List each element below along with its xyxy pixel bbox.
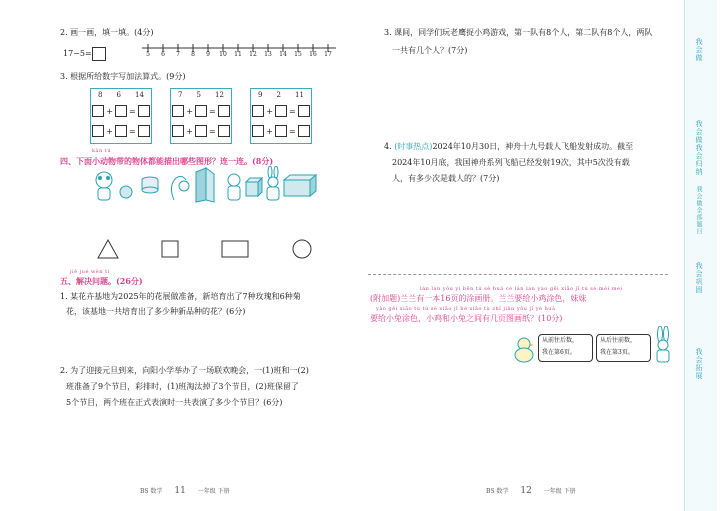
ruler-label: 8	[191, 51, 195, 58]
q3-answer-box[interactable]	[218, 105, 230, 117]
chick-bubble-l1: 从前往后数，	[542, 337, 579, 344]
square-shape[interactable]	[162, 241, 178, 257]
r-q4-text1: 2024年10月30日，神舟十九号载人飞船发射成功。截至	[432, 142, 634, 151]
chick-icon	[512, 334, 536, 364]
q3-answer-box[interactable]	[195, 125, 207, 137]
q3-number: 2	[276, 91, 281, 99]
q2-equation	[63, 47, 106, 61]
q3-answer-box[interactable]	[298, 125, 310, 137]
q3-card	[170, 88, 232, 144]
s5-q1-line2: 花，该基地一共培育出了多少种新品种的花？(6分)	[66, 307, 246, 316]
s5-q2-line2: 班准备了9个节目，彩排时，(1)班淘汰掉了3个节目，(2)班保留了	[66, 382, 299, 391]
q3-answer-box[interactable]	[138, 125, 150, 137]
left-footer-grade: 一年级 下册	[197, 488, 230, 495]
q3-number: 14	[135, 91, 144, 99]
r-q4-line3: 人，有多少次是载人的？(7分)	[392, 174, 500, 183]
s5-q2-line1: 2. 为了迎接元旦到来，向阳小学举办了一场联欢晚会，一(1)班和一(2)	[60, 366, 309, 375]
bonus-line2: 要给小兔涂色，小鸡和小兔之间有几页图画纸？(10分)	[370, 314, 563, 323]
equals-sign: =	[209, 106, 216, 116]
plus-sign: +	[186, 106, 193, 116]
bonus-line1-text: (附加题)兰兰有一本16页的涂画册。兰兰要给小鸡涂色，妹妹	[370, 294, 587, 303]
right-footer-page: 12	[520, 486, 532, 496]
divider-dashed	[368, 274, 668, 275]
shapes-row	[92, 238, 322, 262]
r-q4-line1: 4. (时事热点)2024年10月30日，神舟十九号载人飞船发射成功。截至	[384, 142, 634, 151]
q3-answer-box[interactable]	[218, 125, 230, 137]
q3-number: 7	[178, 91, 183, 99]
rabbit-with-box[interactable]	[267, 166, 316, 200]
ruler-label: 5	[146, 51, 150, 58]
q3-answer-box[interactable]	[195, 105, 207, 117]
q3-answer-box[interactable]	[252, 125, 264, 137]
squirrel-with-prism[interactable]	[171, 168, 214, 202]
monkey-with-cube[interactable]	[228, 174, 262, 200]
r-q3-line2: 一共有几个人？(7分)	[392, 46, 468, 55]
chick-bubble	[538, 334, 593, 362]
left-footer-subject: BS 数学	[140, 488, 163, 495]
side-label-2: 我会做我会归纳	[695, 120, 703, 176]
chick-bubble-l2: 我在第6页。	[542, 349, 576, 356]
q3-answer-box[interactable]	[92, 125, 104, 137]
right-sidebar	[684, 0, 717, 511]
ruler-label: 16	[309, 51, 317, 58]
panda-with-ball[interactable]	[96, 172, 132, 200]
plus-sign: +	[186, 126, 193, 136]
q3-answer-box[interactable]	[92, 105, 104, 117]
ruler-label: 17	[324, 51, 332, 58]
ruler-labels	[140, 51, 340, 61]
plus-sign: +	[106, 106, 113, 116]
q2-equation-text: 17−5=	[63, 49, 92, 58]
q3-answer-box[interactable]	[115, 125, 127, 137]
ruler-label: 11	[234, 51, 242, 58]
cylinder-object[interactable]	[142, 177, 158, 193]
ruler-label: 9	[206, 51, 210, 58]
q3-answer-box[interactable]	[115, 105, 127, 117]
q3-number: 11	[295, 91, 304, 99]
q3-title: 3. 根据所给数字写加法算式。(9分)	[60, 72, 186, 81]
rabbit-bubble	[596, 334, 651, 362]
q2-answer-box[interactable]	[92, 47, 106, 61]
r-q4-tag: (时事热点)	[394, 142, 433, 151]
s5-title: 五、解决问题。(26分)	[60, 276, 143, 286]
q3-answer-box[interactable]	[252, 105, 264, 117]
right-footer-grade: 一年级 下册	[543, 488, 576, 495]
equals-sign: =	[289, 126, 296, 136]
q3-card	[90, 88, 152, 144]
rabbit-icon	[651, 326, 675, 364]
s5-q2-line3: 5个节目，两个班在正式表演时一共表演了多少个节目？(6分)	[66, 398, 283, 407]
s5-pinyin: jiě jué wèn tí	[70, 269, 110, 275]
equals-sign: =	[129, 106, 136, 116]
q3-number: 12	[215, 91, 224, 99]
s4-title: 四、下面小动物带的物体都能描出哪些图形？连一连。(8分)	[60, 156, 274, 166]
ruler-label: 15	[294, 51, 302, 58]
q3-number: 6	[116, 91, 121, 99]
right-footer	[486, 486, 576, 496]
plus-sign: +	[266, 106, 273, 116]
q3-answer-box[interactable]	[172, 125, 184, 137]
ruler-label: 12	[249, 51, 257, 58]
side-label-3: 我会做全部题目	[695, 186, 702, 235]
q3-number: 9	[258, 91, 263, 99]
equals-sign: =	[289, 106, 296, 116]
ruler-label: 10	[219, 51, 227, 58]
rectangle-shape[interactable]	[222, 241, 248, 257]
ruler-label: 14	[279, 51, 287, 58]
side-label-4: 我会巩固	[695, 262, 703, 294]
animals-row	[92, 166, 322, 206]
q3-number: 8	[98, 91, 103, 99]
left-footer-page: 11	[174, 486, 186, 496]
rabbit-bubble-l1: 从后往前数，	[600, 337, 637, 344]
equals-sign: =	[129, 126, 136, 136]
r-q3-line1: 3. 课间，同学们玩老鹰捉小鸡游戏，第一队有8个人，第二队有8个人，两队	[384, 28, 653, 37]
q3-card	[250, 88, 312, 144]
q3-answer-box[interactable]	[172, 105, 184, 117]
equals-sign: =	[209, 126, 216, 136]
circle-shape[interactable]	[293, 240, 311, 258]
ruler-label: 7	[176, 51, 180, 58]
bonus-pinyin-2: yào gěi xiǎo tù tú sè xiǎo jī hé xiǎo tù zhī jiān yǒu jǐ yè huà	[376, 306, 556, 312]
rabbit-bubble-l2: 我在第3页。	[600, 349, 634, 356]
bonus-line1	[370, 292, 586, 306]
q3-answer-box[interactable]	[275, 105, 287, 117]
side-label-1: 我会做	[695, 38, 703, 62]
q3-number: 5	[196, 91, 201, 99]
q3-answer-box[interactable]	[275, 125, 287, 137]
triangle-shape[interactable]	[98, 240, 118, 258]
q3-answer-box[interactable]	[138, 105, 150, 117]
plus-sign: +	[266, 126, 273, 136]
right-footer-subject: BS 数学	[486, 488, 509, 495]
ruler-label: 6	[161, 51, 165, 58]
ruler-label: 13	[264, 51, 272, 58]
r-q4-line2: 2024年10月底，我国神舟系列飞船已经发射19次，其中5次没有载	[392, 158, 630, 167]
q3-cards	[90, 88, 330, 144]
left-footer	[140, 486, 230, 496]
s5-q1-line1: 1. 某花卉基地为2025年的花展做准备，新培育出了7种玫瑰和6种菊	[60, 292, 301, 301]
side-label-5: 我会拓展	[695, 348, 703, 380]
q3-answer-box[interactable]	[298, 105, 310, 117]
q2-title: 2. 画一画，填一填。(4分)	[60, 28, 154, 37]
bonus-pinyin-1: lán lan yǒu yì běn tú sè huà cè lán lan yào gěi xiǎo jī tú sè mèi mei	[420, 286, 623, 292]
s4-pinyin: kàn tú	[92, 148, 112, 154]
plus-sign: +	[106, 126, 113, 136]
